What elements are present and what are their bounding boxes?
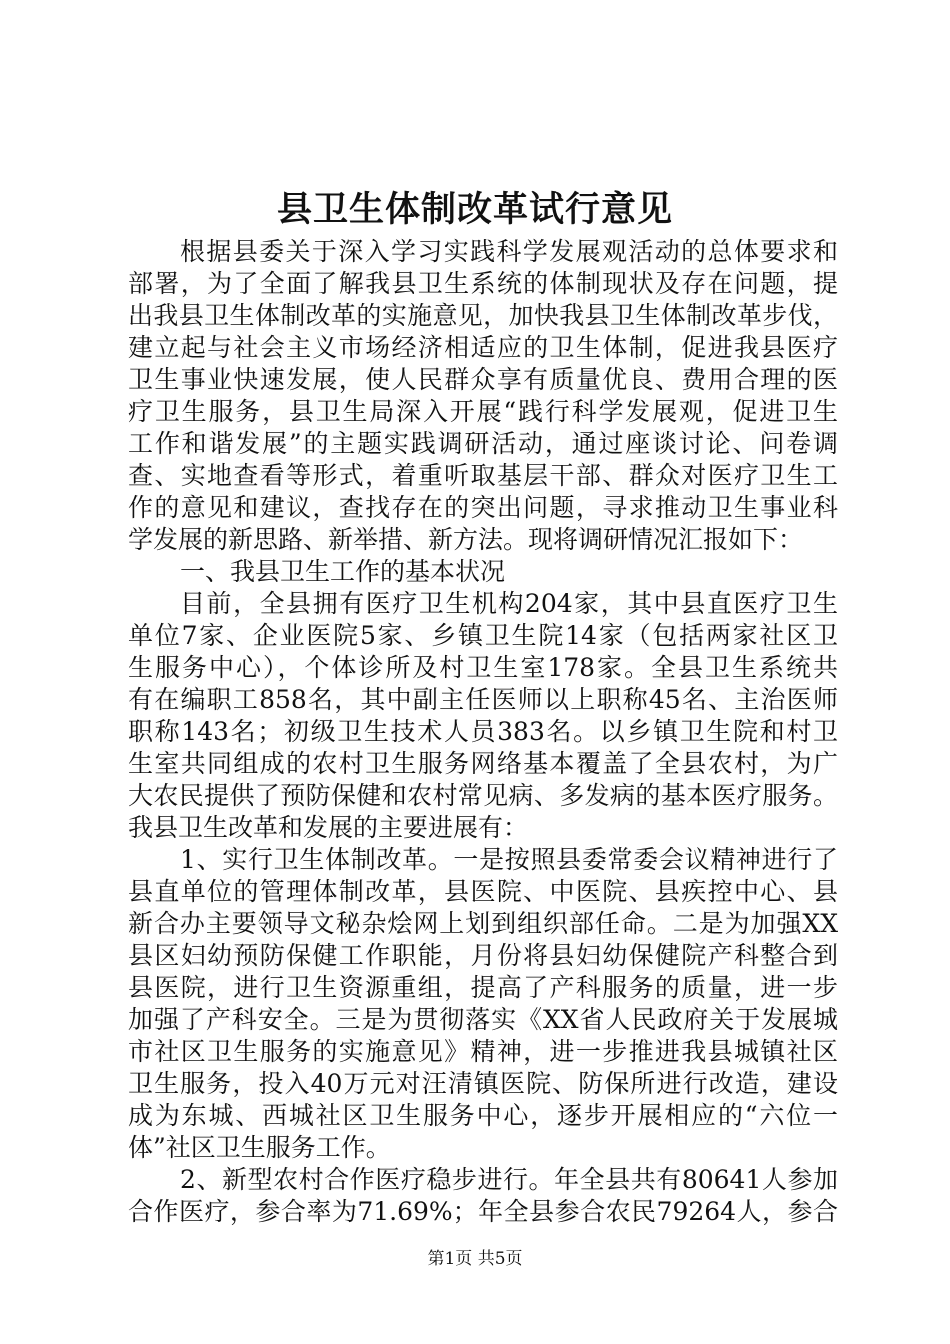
body-line: 生室共同组成的农村卫生服务网络基本覆盖了全县农村，为广 bbox=[128, 749, 838, 778]
body-line: 新合办主要领导文秘杂烩网上划到组织部任命。二是为加强XX bbox=[128, 909, 838, 938]
body-line: 部署，为了全面了解我县卫生系统的体制现状及存在问题，提 bbox=[128, 269, 838, 298]
body-line: 目前，全县拥有医疗卫生机构204家，其中县直医疗卫生 bbox=[180, 589, 838, 618]
body-line: 建立起与社会主义市场经济相适应的卫生体制，促进我县医疗 bbox=[128, 333, 838, 362]
body-line: 有在编职工858名，其中副主任医师以上职称45名、主治医师 bbox=[128, 685, 838, 714]
body-line: 卫生事业快速发展，使人民群众享有质量优良、费用合理的医 bbox=[128, 365, 838, 394]
body-line: 生服务中心），个体诊所及村卫生室178家。全县卫生系统共 bbox=[128, 653, 838, 682]
body-line: 职称143名；初级卫生技术人员383名。以乡镇卫生院和村卫 bbox=[128, 717, 838, 746]
body-line: 体”社区卫生服务工作。 bbox=[128, 1133, 391, 1162]
body-line: 出我县卫生体制改革的实施意见，加快我县卫生体制改革步伐， bbox=[128, 301, 838, 330]
body-line: 1、实行卫生体制改革。一是按照县委常委会议精神进行了 bbox=[180, 845, 838, 874]
body-line: 查、实地查看等形式，着重听取基层干部、群众对医疗卫生工 bbox=[128, 461, 838, 490]
body-line: 我县卫生改革和发展的主要进展有： bbox=[128, 813, 529, 842]
body-line: 县直单位的管理体制改革，县医院、中医院、县疾控中心、县 bbox=[128, 877, 838, 906]
body-line: 根据县委关于深入学习实践科学发展观活动的总体要求和 bbox=[180, 237, 838, 266]
body-line: 县区妇幼预防保健工作职能，月份将县妇幼保健院产科整合到 bbox=[128, 941, 838, 970]
document-title: 县卫生体制改革试行意见 bbox=[276, 189, 673, 230]
body-line: 县医院，进行卫生资源重组，提高了产科服务的质量，进一步 bbox=[128, 973, 838, 1002]
page-number-footer: 第1页 共5页 bbox=[427, 1249, 523, 1269]
body-line: 卫生服务，投入40万元对汪清镇医院、防保所进行改造，建设 bbox=[128, 1069, 838, 1098]
body-line: 大农民提供了预防保健和农村常见病、多发病的基本医疗服务。 bbox=[128, 781, 838, 810]
section-heading: 一、我县卫生工作的基本状况 bbox=[180, 557, 506, 586]
body-line: 作的意见和建议，查找存在的突出问题，寻求推动卫生事业科 bbox=[128, 493, 838, 522]
body-line: 2、新型农村合作医疗稳步进行。年全县共有80641人参加 bbox=[180, 1165, 838, 1194]
body-line: 加强了产科安全。三是为贯彻落实《XX省人民政府关于发展城 bbox=[128, 1005, 838, 1034]
body-line: 成为东城、西城社区卫生服务中心，逐步开展相应的“六位一 bbox=[128, 1101, 838, 1130]
body-line: 学发展的新思路、新举措、新方法。现将调研情况汇报如下： bbox=[128, 525, 804, 554]
body-line: 市社区卫生服务的实施意见》精神，进一步推进我县城镇社区 bbox=[128, 1037, 838, 1066]
body-line: 单位7家、企业医院5家、乡镇卫生院14家（包括两家社区卫 bbox=[128, 621, 838, 650]
body-line: 合作医疗，参合率为71.69%；年全县参合农民79264人，参合 bbox=[128, 1197, 838, 1226]
body-line: 工作和谐发展”的主题实践调研活动，通过座谈讨论、问卷调 bbox=[128, 429, 838, 458]
body-line: 疗卫生服务，县卫生局深入开展“践行科学发展观，促进卫生 bbox=[128, 397, 838, 426]
